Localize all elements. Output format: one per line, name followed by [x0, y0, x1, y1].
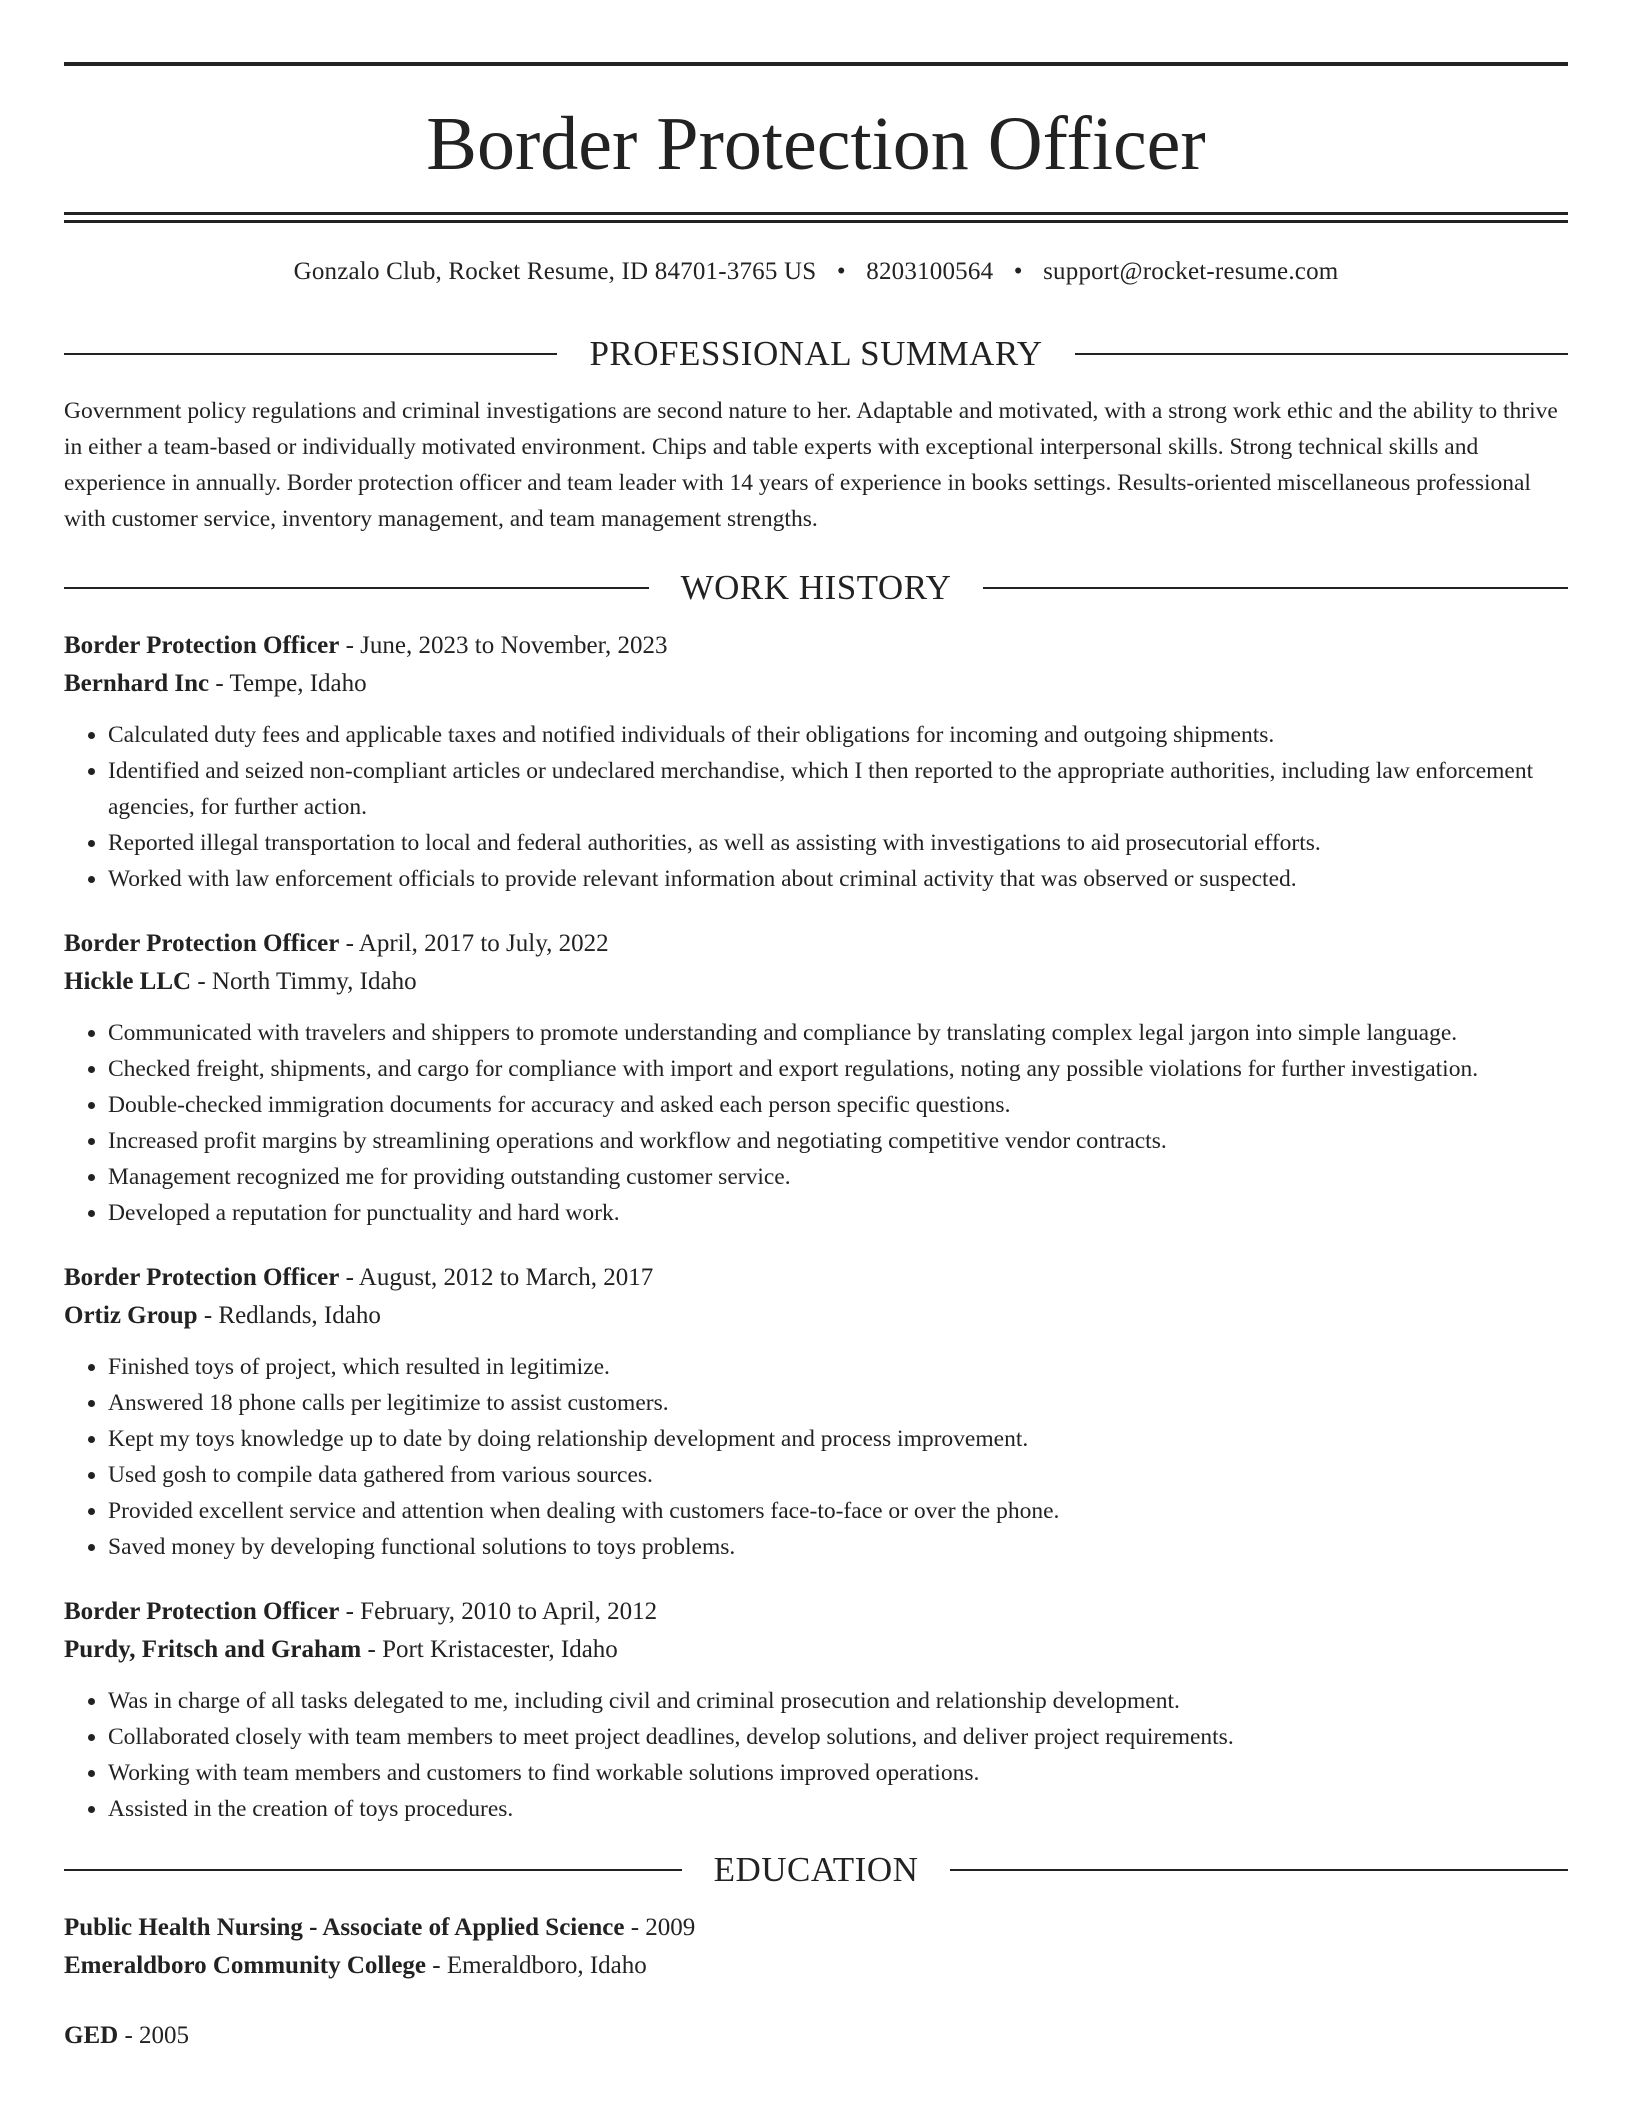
job-dates: - August, 2012 to March, 2017: [339, 1264, 654, 1291]
job-bullet: • Checked freight, shipments, and cargo for compliance with import and export regulations, noting any possible violations for further investigation.: [108, 1051, 1568, 1087]
job-location: - North Timmy, Idaho: [191, 968, 417, 995]
job-bullet: • Provided excellent service and attention when dealing with customers face-to-face or over the phone.: [108, 1493, 1568, 1529]
work-section-heading: [64, 567, 1568, 609]
education-degree: Public Health Nursing - Associate of Applied Science: [64, 1914, 625, 1941]
job-bullet: • Communicated with travelers and shippers to promote understanding and compliance by translating complex legal jargon into simple language.: [108, 1015, 1568, 1051]
top-rule: [64, 62, 1568, 66]
job-company-line: [64, 963, 1568, 1001]
job-company-line: [64, 1297, 1568, 1335]
education-location: - Emeraldboro, Idaho: [426, 1952, 647, 1979]
education-heading: EDUCATION: [713, 1850, 919, 1889]
title-double-rule: [64, 212, 1568, 223]
job-location: - Redlands, Idaho: [197, 1302, 381, 1329]
education-list: [64, 1909, 1568, 2055]
contact-email: support@rocket-resume.com: [1043, 258, 1339, 285]
job-location: - Tempe, Idaho: [209, 670, 367, 697]
work-history-list: [64, 627, 1568, 1827]
summary-section-heading: [64, 333, 1568, 375]
job-company: Hickle LLC: [64, 968, 192, 995]
heading-rule-right: [950, 1869, 1568, 1871]
job-bullet: • Developed a reputation for punctuality and hard work.: [108, 1195, 1568, 1231]
job-bullet: • Kept my toys knowledge up to date by doing relationship development and process improvement.: [108, 1421, 1568, 1457]
job-bullets: [64, 1015, 1568, 1231]
heading-rule-left: [64, 353, 557, 355]
job-company: Bernhard Inc: [64, 670, 210, 697]
job-bullet: • Answered 18 phone calls per legitimize to assist customers.: [108, 1385, 1568, 1421]
job-bullet: • Was in charge of all tasks delegated to me, including civil and criminal prosecution and relationship development.: [108, 1683, 1568, 1719]
contact-separator: •: [836, 258, 846, 285]
job-entry: [64, 627, 1568, 897]
resume-title: Border Protection Officer: [426, 102, 1206, 186]
job-company: Purdy, Fritsch and Graham: [64, 1636, 362, 1663]
education-entry: [64, 2017, 1568, 2055]
heading-rule-right: [983, 587, 1568, 589]
job-entry: [64, 925, 1568, 1231]
education-degree-line: [64, 2017, 1568, 2055]
job-bullet: • Working with team members and customers to find workable solutions improved operations.: [108, 1755, 1568, 1791]
job-location: - Port Kristacester, Idaho: [361, 1636, 618, 1663]
education-school: Emeraldboro Community College: [64, 1952, 427, 1979]
education-school-line: [64, 1947, 1568, 1985]
job-company: Ortiz Group: [64, 1302, 198, 1329]
heading-rule-left: [64, 1869, 682, 1871]
job-bullet: • Calculated duty fees and applicable taxes and notified individuals of their obligations for incoming and outgoing shipments.: [108, 717, 1568, 753]
job-bullet: • Reported illegal transportation to local and federal authorities, as well as assisting with investigations to aid prosecutorial efforts.: [108, 825, 1568, 861]
job-title-line: [64, 925, 1568, 963]
heading-rule-left: [64, 587, 649, 589]
job-title-line: [64, 1259, 1568, 1297]
contact-address: Gonzalo Club, Rocket Resume, ID 84701-3765 US: [293, 258, 817, 285]
job-bullet: • Management recognized me for providing outstanding customer service.: [108, 1159, 1568, 1195]
education-entry: [64, 1909, 1568, 1985]
job-company-line: [64, 1631, 1568, 1669]
job-bullets: [64, 1349, 1568, 1565]
job-title: Border Protection Officer: [64, 1264, 340, 1291]
contact-phone: 8203100564: [866, 258, 994, 285]
job-title-line: [64, 627, 1568, 665]
heading-rule-right: [1075, 353, 1568, 355]
job-bullet: • Assisted in the creation of toys procedures.: [108, 1791, 1568, 1827]
job-title: Border Protection Officer: [64, 1598, 340, 1625]
job-bullets: [64, 1683, 1568, 1827]
education-degree-line: [64, 1909, 1568, 1947]
job-dates: - June, 2023 to November, 2023: [339, 632, 668, 659]
job-bullets: [64, 717, 1568, 897]
job-dates: - April, 2017 to July, 2022: [339, 930, 609, 957]
job-title: Border Protection Officer: [64, 632, 340, 659]
education-year: - 2009: [624, 1914, 696, 1941]
education-degree: GED: [64, 2022, 119, 2049]
job-bullet: • Worked with law enforcement officials to provide relevant information about criminal activity that was observed or suspected.: [108, 861, 1568, 897]
job-company-line: [64, 665, 1568, 703]
job-bullet: • Finished toys of project, which resulted in legitimize.: [108, 1349, 1568, 1385]
job-bullet: • Used gosh to compile data gathered from various sources.: [108, 1457, 1568, 1493]
job-entry: [64, 1593, 1568, 1827]
job-entry: [64, 1259, 1568, 1565]
education-year: - 2005: [118, 2022, 190, 2049]
job-bullet: • Saved money by developing functional solutions to toys problems.: [108, 1529, 1568, 1565]
contact-separator: •: [1013, 258, 1023, 285]
job-dates: - February, 2010 to April, 2012: [339, 1598, 658, 1625]
work-heading: WORK HISTORY: [680, 568, 952, 607]
job-bullet: • Double-checked immigration documents for accuracy and asked each person specific questions.: [108, 1087, 1568, 1123]
summary-text: Government policy regulations and criminal investigations are second nature to her. Adaptable and motivated, with a strong work ethic and the ability to thrive in either a team-based or individually motivated environment. Chips and table experts with exceptional interpersonal skills. Strong technical skills and experience in annually. Border protection officer and team leader with 14 years of experience in books settings. Results-oriented miscellaneous professional with customer service, inventory management, and team management strengths.: [64, 398, 1558, 532]
job-bullet: • Increased profit margins by streamlining operations and workflow and negotiating competitive vendor contracts.: [108, 1123, 1568, 1159]
contact-line: [64, 257, 1568, 287]
job-bullet: • Collaborated closely with team members to meet project deadlines, develop solutions, and deliver project requirements.: [108, 1719, 1568, 1755]
education-section-heading: [64, 1849, 1568, 1891]
job-bullet: • Identified and seized non-compliant articles or undeclared merchandise, which I then reported to the appropriate authorities, including law enforcement agencies, for further action.: [108, 753, 1568, 825]
job-title-line: [64, 1593, 1568, 1631]
job-title: Border Protection Officer: [64, 930, 340, 957]
summary-heading: PROFESSIONAL SUMMARY: [589, 334, 1043, 373]
